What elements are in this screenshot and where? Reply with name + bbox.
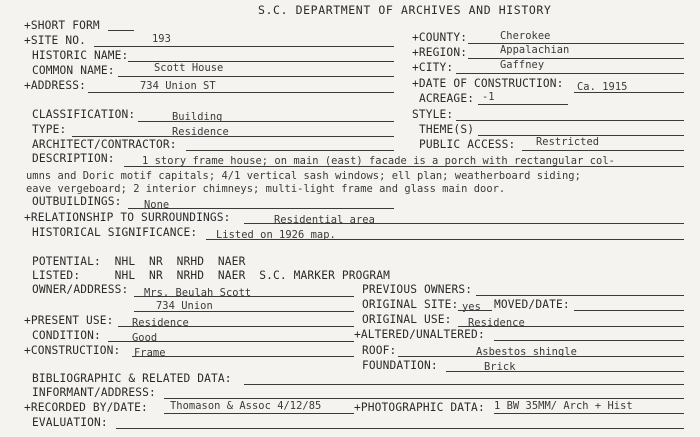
owner-name: Mrs. Beulah Scott bbox=[144, 287, 252, 299]
description-label: DESCRIPTION: bbox=[32, 152, 115, 165]
foundation-label: FOUNDATION: bbox=[362, 359, 438, 372]
recorded-by-value: Thomason & Assoc 4/12/85 bbox=[170, 400, 322, 412]
roof-value: Asbestos shingle bbox=[476, 346, 577, 358]
recorded-by-line bbox=[164, 413, 354, 414]
photographic-data-line bbox=[494, 413, 684, 414]
original-site-label: ORIGINAL SITE: bbox=[362, 298, 459, 311]
public-access-value: Restricted bbox=[536, 136, 600, 148]
site-no-label: +SITE NO. bbox=[24, 34, 86, 47]
common-name-line bbox=[118, 76, 394, 77]
short-form-line bbox=[108, 30, 134, 31]
owner-line-1 bbox=[134, 296, 354, 297]
description-line-2: umns and Doric motif capitals; 4/1 vertical sash windows; ell plan; weatherboard siding; bbox=[26, 170, 581, 182]
bibliographic-line bbox=[244, 384, 684, 385]
acreage-label: ACREAGE: bbox=[419, 92, 475, 105]
original-use-line bbox=[458, 326, 684, 327]
construction-label: +CONSTRUCTION: bbox=[24, 344, 121, 357]
type-value: Residence bbox=[172, 126, 229, 138]
architect-label: ARCHITECT/CONTRACTOR: bbox=[32, 138, 177, 151]
original-site-value: yes bbox=[462, 301, 481, 313]
acreage-line bbox=[478, 104, 568, 105]
form-header: S.C. DEPARTMENT OF ARCHIVES AND HISTORY bbox=[258, 3, 552, 17]
type-line bbox=[72, 136, 394, 137]
original-site-line bbox=[458, 310, 492, 311]
date-line bbox=[574, 92, 684, 93]
themes-label: THEME(S) bbox=[419, 123, 475, 136]
present-use-value: Residence bbox=[132, 317, 189, 329]
common-name-value: Scott House bbox=[154, 62, 224, 74]
original-use-value: Residence bbox=[468, 317, 525, 329]
description-line-3: eave vergeboard; 2 interior chimneys; multi-light frame and glass main door. bbox=[26, 183, 506, 195]
roof-label: ROOF: bbox=[362, 344, 397, 357]
architect-line bbox=[186, 150, 394, 151]
description-line-1: 1 story frame house; on main (east) facade is a porch with rectangular col- bbox=[142, 155, 615, 167]
condition-value: Good bbox=[132, 332, 158, 344]
relationship-label: +RELATIONSHIP TO SURROUNDINGS: bbox=[24, 211, 231, 224]
city-label: +CITY: bbox=[412, 61, 454, 74]
present-use-line bbox=[118, 326, 354, 327]
foundation-value: Brick bbox=[484, 361, 516, 373]
style-line bbox=[456, 120, 684, 121]
condition-label: CONDITION: bbox=[32, 329, 101, 342]
photographic-data-value: 1 BW 35MM/ Arch + Hist bbox=[494, 400, 633, 412]
outbuildings-value: None bbox=[144, 199, 170, 211]
significance-label: HISTORICAL SIGNIFICANCE: bbox=[32, 226, 198, 239]
date-of-construction-label: +DATE OF CONSTRUCTION: bbox=[412, 77, 564, 90]
county-label: +COUNTY: bbox=[412, 31, 468, 44]
classification-value: Building bbox=[172, 111, 223, 123]
outbuildings-line bbox=[128, 208, 394, 209]
city-line bbox=[456, 73, 684, 74]
site-no-line bbox=[94, 46, 394, 47]
description-rule-1 bbox=[124, 166, 684, 167]
altered-label: +ALTERED/UNALTERED: bbox=[354, 328, 485, 341]
present-use-label: +PRESENT USE: bbox=[24, 314, 114, 327]
city-value: Gaffney bbox=[500, 59, 545, 71]
address-line bbox=[88, 92, 394, 93]
moved-date-label: MOVED/DATE: bbox=[494, 298, 570, 311]
informant-line bbox=[164, 398, 684, 399]
common-name-label: COMMON NAME: bbox=[32, 64, 115, 77]
owner-address: 734 Union bbox=[156, 300, 213, 312]
type-label: TYPE: bbox=[32, 123, 67, 136]
region-value: Appalachian bbox=[500, 44, 570, 56]
classification-label: CLASSIFICATION: bbox=[32, 108, 136, 121]
address-value: 734 Union ST bbox=[140, 80, 216, 92]
photographic-data-label: +PHOTOGRAPHIC DATA: bbox=[354, 401, 485, 414]
site-no-value: 193 bbox=[152, 33, 171, 45]
historic-name-label: HISTORIC NAME: bbox=[32, 49, 129, 62]
public-access-line bbox=[522, 150, 684, 151]
altered-line bbox=[494, 340, 684, 341]
condition-line bbox=[108, 341, 354, 342]
owner-label: OWNER/ADDRESS: bbox=[32, 283, 129, 296]
region-label: +REGION: bbox=[412, 46, 468, 59]
moved-date-line bbox=[574, 310, 684, 311]
evaluation-line bbox=[116, 428, 684, 429]
significance-line bbox=[206, 239, 684, 240]
owner-line-2 bbox=[134, 311, 354, 312]
bibliographic-label: BIBLIOGRAPHIC & RELATED DATA: bbox=[32, 372, 232, 385]
style-label: STYLE: bbox=[412, 108, 454, 121]
listed-row: LISTED: NHL NR NRHD NAER S.C. MARKER PROGRAM bbox=[32, 269, 391, 282]
previous-owners-label: PREVIOUS OWNERS: bbox=[362, 283, 473, 296]
original-use-label: ORIGINAL USE: bbox=[362, 313, 452, 326]
construction-line bbox=[132, 356, 354, 357]
public-access-label: PUBLIC ACCESS: bbox=[419, 138, 516, 151]
previous-owners-line bbox=[476, 295, 684, 296]
relationship-value: Residential area bbox=[274, 214, 375, 226]
outbuildings-label: OUTBUILDINGS: bbox=[32, 195, 122, 208]
informant-label: INFORMANT/ADDRESS: bbox=[32, 386, 156, 399]
relationship-line bbox=[244, 223, 684, 224]
evaluation-label: EVALUATION: bbox=[32, 416, 108, 429]
construction-value: Frame bbox=[134, 347, 166, 359]
county-value: Cherokee bbox=[500, 30, 551, 42]
roof-line bbox=[398, 356, 684, 357]
address-label: +ADDRESS: bbox=[24, 79, 86, 92]
recorded-by-label: +RECORDED BY/DATE: bbox=[24, 401, 148, 414]
classification-line bbox=[138, 121, 394, 122]
acreage-value: -1 bbox=[482, 91, 495, 103]
date-of-construction-value: Ca. 1915 bbox=[577, 81, 628, 93]
potential-row: POTENTIAL: NHL NR NRHD NAER bbox=[32, 255, 246, 268]
foundation-line bbox=[446, 371, 684, 372]
short-form-label: +SHORT FORM bbox=[24, 19, 100, 32]
significance-value: Listed on 1926 map. bbox=[216, 229, 336, 241]
